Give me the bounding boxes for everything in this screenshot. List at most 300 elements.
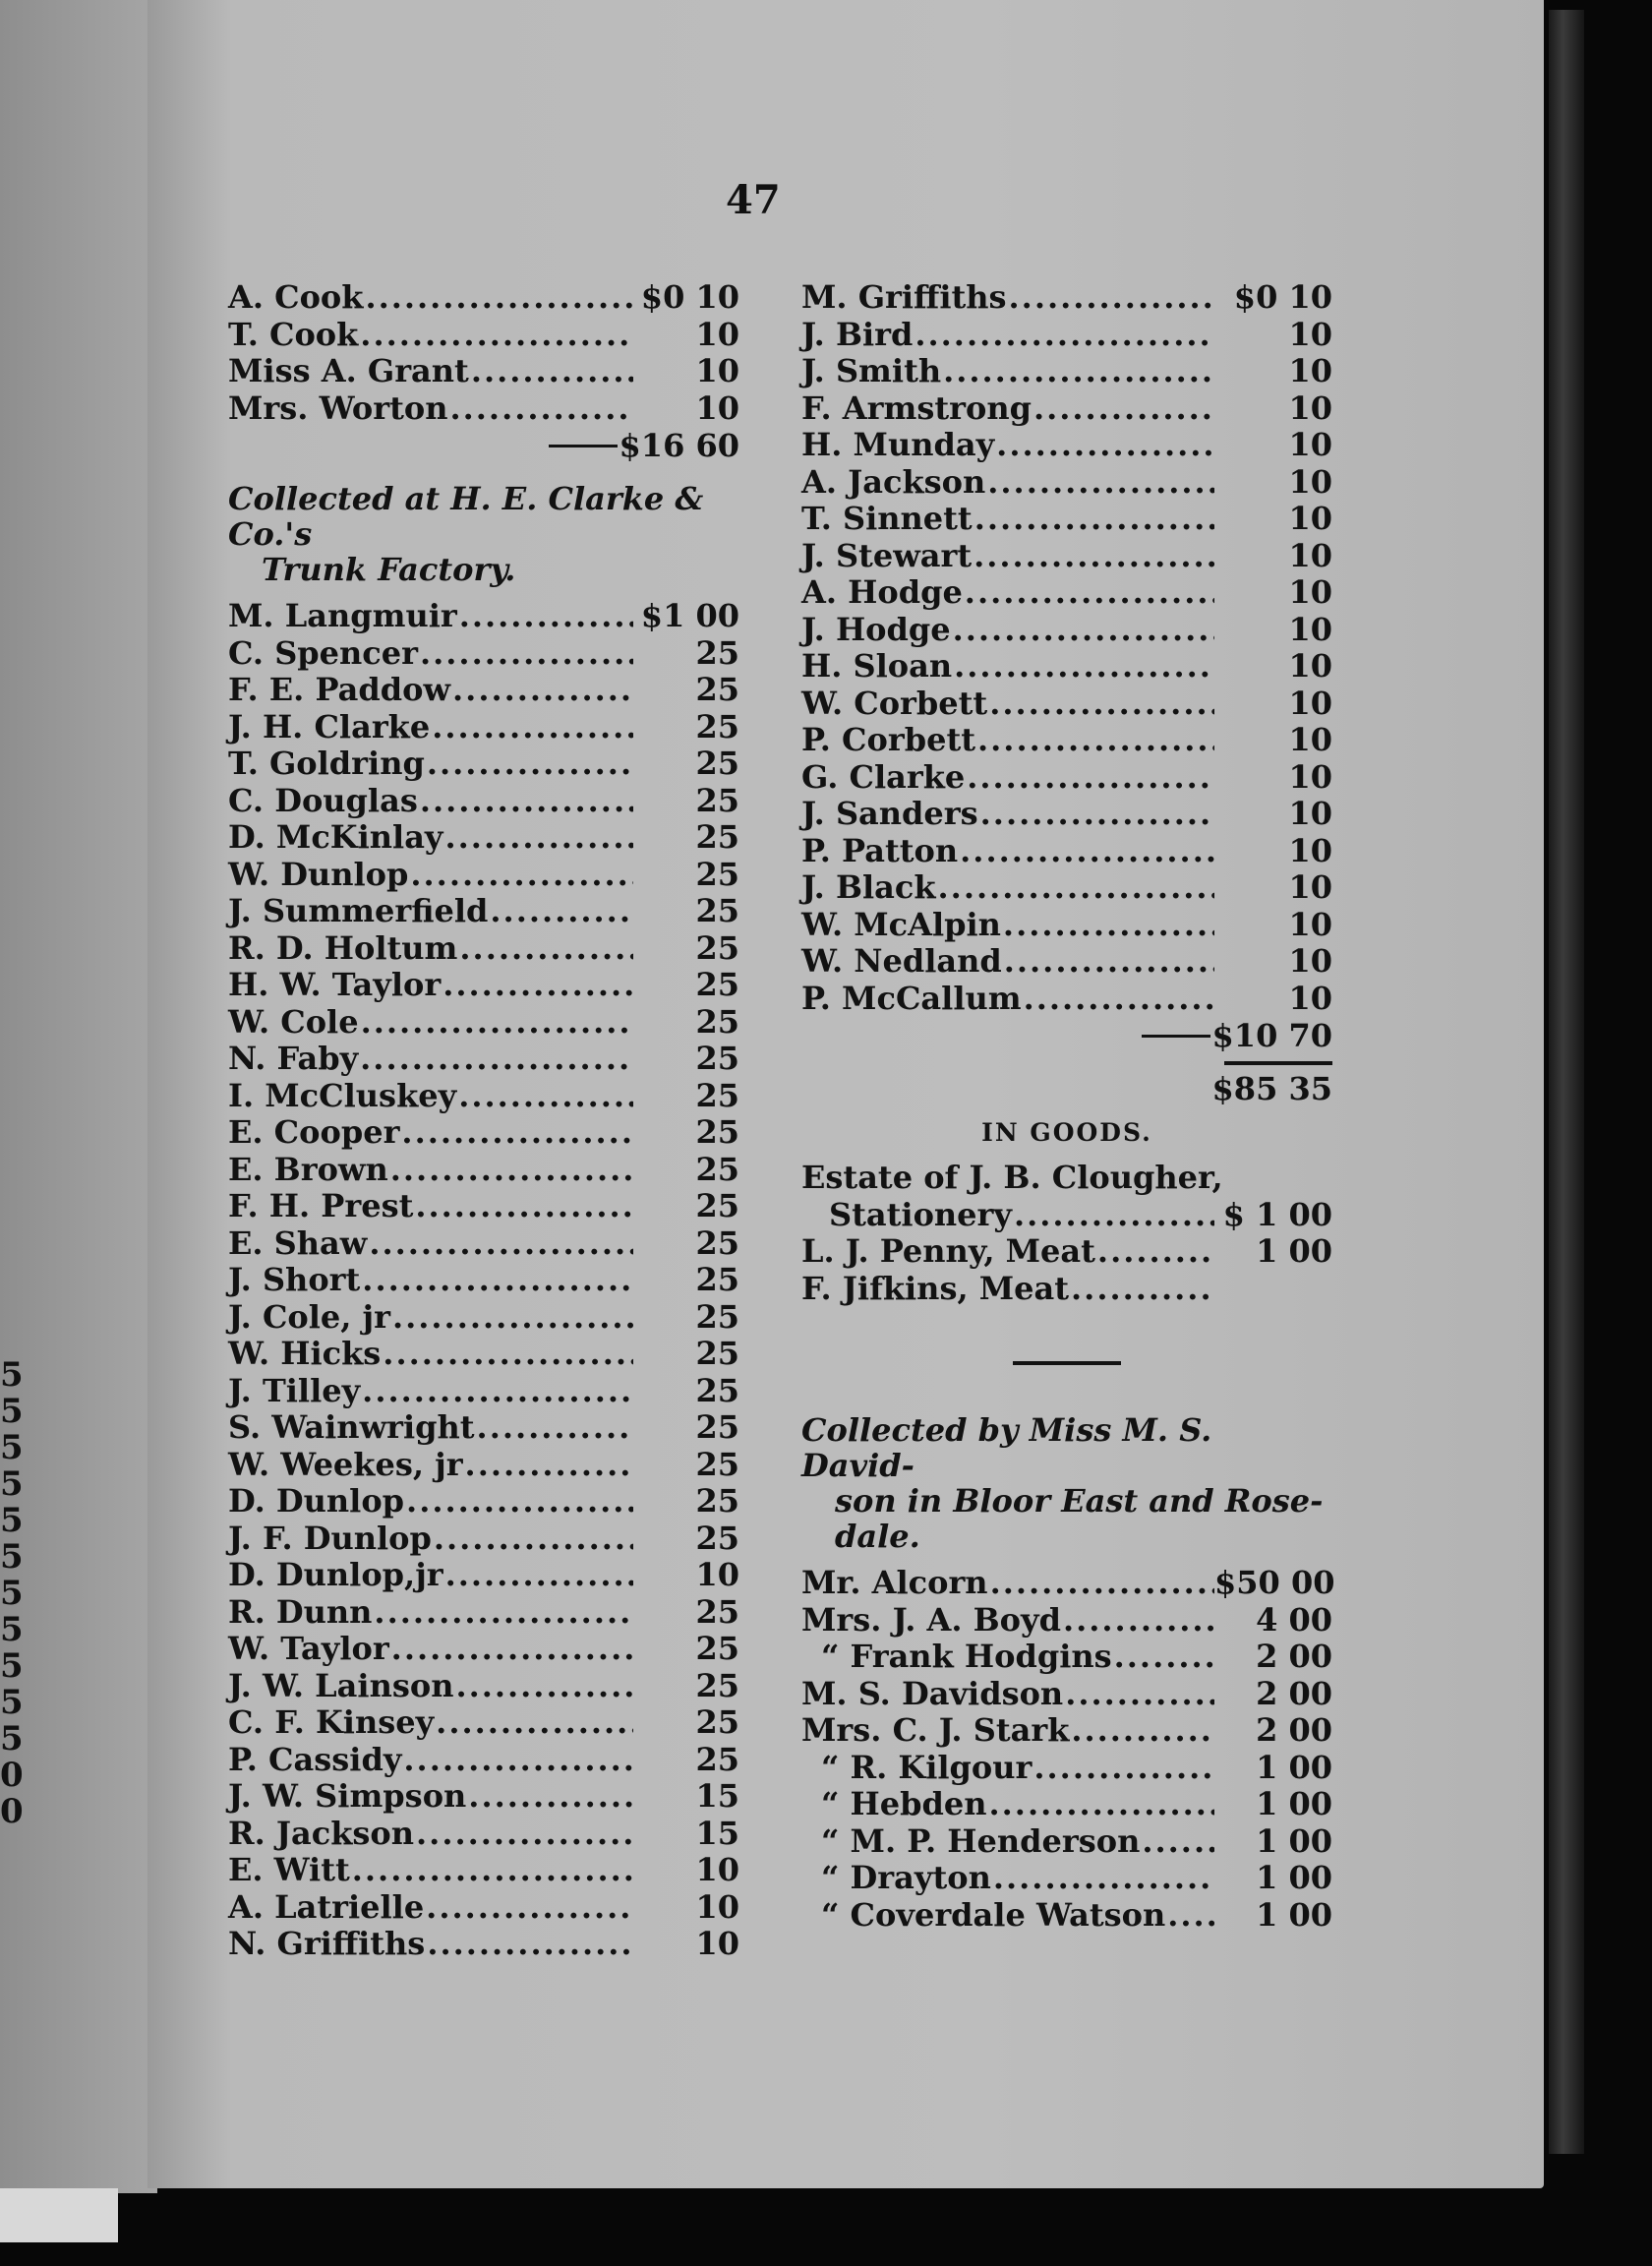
list-item xyxy=(801,1638,1332,1675)
entry-amount: 25 xyxy=(695,1261,739,1298)
entry-name: F. Jifkins, Meat xyxy=(801,1269,1070,1307)
entry-name: S. Wainwright xyxy=(228,1408,475,1446)
list-item xyxy=(228,1667,739,1704)
entry-name: E. Brown xyxy=(228,1150,388,1188)
fragment-digit: 5 xyxy=(0,1428,24,1467)
entry-name: J. W. Simpson xyxy=(228,1777,467,1815)
list-item xyxy=(801,1749,1332,1786)
entry-amount: 10 xyxy=(1288,757,1332,796)
entry-name: T. Goldring xyxy=(228,745,425,782)
entry-amount: 1 00 xyxy=(1256,1748,1332,1786)
dot-leader xyxy=(991,1859,1214,1896)
entry-amount: 25 xyxy=(695,818,739,856)
list-item xyxy=(801,647,1332,685)
dot-leader xyxy=(1002,942,1214,980)
list-item xyxy=(228,1408,739,1446)
entry-name: J. Bird xyxy=(801,315,914,353)
list-item xyxy=(228,1777,739,1815)
entry-name: A. Cook xyxy=(228,278,364,316)
dot-leader xyxy=(367,1224,633,1262)
davidson-entries xyxy=(801,1564,1335,1934)
entry-name: J. H. Clarke xyxy=(228,707,431,745)
list-item xyxy=(801,611,1332,648)
entry-name: D. McKinlay xyxy=(228,818,443,856)
list-item xyxy=(801,389,1332,427)
dot-leader xyxy=(463,1446,633,1483)
list-item xyxy=(801,832,1332,869)
dot-leader xyxy=(1012,1196,1214,1233)
list-item xyxy=(228,1151,739,1188)
list-item xyxy=(801,1159,1332,1196)
entry-amount: 25 xyxy=(695,1297,739,1336)
dot-leader xyxy=(413,1187,633,1224)
fragment-digit: 0 xyxy=(0,1792,24,1831)
entry-amount: 10 xyxy=(1288,536,1332,574)
entry-amount: 2 00 xyxy=(1256,1711,1332,1749)
heading-line-1: Collected by Miss M. S. David- xyxy=(801,1411,1212,1484)
dot-leader xyxy=(359,1003,633,1041)
list-item xyxy=(801,1896,1332,1934)
dot-leader xyxy=(958,832,1214,869)
list-item xyxy=(228,1372,739,1409)
entry-amount: 25 xyxy=(695,1703,739,1741)
entry-amount: 25 xyxy=(695,1371,739,1409)
dot-leader xyxy=(1032,1749,1214,1786)
entry-amount: 10 xyxy=(1288,388,1332,427)
page-corner-fragment xyxy=(0,2188,118,2242)
dot-leader xyxy=(360,1372,633,1409)
heading-line-1: Collected at H. E. Clarke & Co.'s xyxy=(228,480,704,553)
dot-leader xyxy=(1095,1232,1214,1270)
entry-name: W. Cole xyxy=(228,1002,359,1041)
dot-leader xyxy=(1061,1601,1214,1639)
dot-leader xyxy=(1069,1270,1210,1307)
list-item xyxy=(228,1335,739,1372)
list-item xyxy=(801,1196,1332,1233)
right-entries-list xyxy=(801,278,1332,1016)
entry-amount: 25 xyxy=(695,1740,739,1778)
list-item xyxy=(228,856,739,893)
page-number: 47 xyxy=(726,177,781,223)
list-item xyxy=(801,278,1332,316)
entry-name: J. Hodge xyxy=(801,610,951,648)
list-item xyxy=(801,426,1332,463)
dot-leader xyxy=(469,352,633,389)
fragment-digit: 5 xyxy=(0,1355,24,1395)
dot-leader xyxy=(443,1556,633,1593)
dot-leader xyxy=(963,573,1214,611)
dot-leader xyxy=(390,1298,633,1336)
entry-amount: 10 xyxy=(695,1925,739,1962)
dot-leader xyxy=(381,1335,633,1372)
entry-amount: $50 00 xyxy=(1214,1564,1335,1601)
entry-name: W. Hicks xyxy=(228,1335,382,1372)
list-item xyxy=(801,1822,1332,1860)
entry-name: W. McAlpin xyxy=(801,905,1001,943)
dot-leader xyxy=(913,316,1214,353)
dot-leader xyxy=(488,892,633,929)
dot-leader xyxy=(448,389,634,427)
list-item xyxy=(801,980,1332,1017)
facing-page-edge xyxy=(0,0,157,2193)
dot-leader xyxy=(453,1667,633,1704)
dot-leader xyxy=(350,1851,633,1888)
list-item xyxy=(801,1601,1332,1639)
entry-name: M. Langmuir xyxy=(228,597,457,634)
entry-amount: 1 00 xyxy=(1256,1821,1332,1860)
entry-amount: 15 xyxy=(695,1777,739,1815)
entry-name: C. Douglas xyxy=(228,781,418,819)
list-item xyxy=(228,389,739,427)
entry-amount: 10 xyxy=(1288,795,1332,832)
entry-amount: 10 xyxy=(695,352,739,389)
entry-amount: 10 xyxy=(1288,721,1332,758)
entry-name: T. Cook xyxy=(228,315,359,353)
entry-amount: 4 00 xyxy=(1256,1600,1332,1639)
entry-name: D. Dunlop xyxy=(228,1482,405,1520)
dot-leader xyxy=(399,1113,633,1151)
dot-leader xyxy=(965,758,1214,796)
entry-amount: 25 xyxy=(695,1445,739,1483)
entry-name: J. Cole, jr xyxy=(228,1297,390,1336)
davidson-heading xyxy=(801,1412,1332,1554)
list-item xyxy=(228,278,739,316)
dot-leader xyxy=(457,929,633,967)
entry-amount: 1 00 xyxy=(1256,1785,1332,1822)
dot-leader xyxy=(994,426,1214,463)
entry-amount: 10 xyxy=(695,1887,739,1926)
entry-amount: 25 xyxy=(695,1519,739,1557)
dot-leader xyxy=(450,671,633,708)
list-item xyxy=(228,1815,739,1852)
goods-list xyxy=(801,1159,1332,1306)
entry-name: J. Summerfield xyxy=(228,892,489,929)
dot-leader xyxy=(941,352,1214,389)
list-item xyxy=(228,1003,739,1041)
entry-name: Stationery xyxy=(829,1195,1012,1233)
right-column xyxy=(801,278,1335,1934)
dot-leader xyxy=(388,1151,633,1188)
trunk-factory-entries xyxy=(228,597,739,1962)
dot-leader xyxy=(389,1630,633,1667)
entry-amount: 25 xyxy=(695,855,739,893)
entry-name: C. Spencer xyxy=(228,633,418,672)
entry-name: Mrs. C. J. Stark xyxy=(801,1711,1070,1749)
entry-name: P. McCallum xyxy=(801,979,1022,1017)
entry-name: H. Munday xyxy=(801,426,995,463)
fragment-digit: 5 xyxy=(0,1719,24,1759)
entry-name: E. Cooper xyxy=(228,1113,400,1151)
subtotal-rule xyxy=(549,445,618,447)
dot-leader xyxy=(1069,1711,1214,1749)
dot-leader xyxy=(358,316,633,353)
dot-leader xyxy=(424,1888,633,1926)
entry-name: P. Cassidy xyxy=(228,1740,402,1778)
list-item xyxy=(228,1446,739,1483)
total-rule xyxy=(1224,1061,1332,1065)
entry-name: “ Hebden xyxy=(821,1785,987,1822)
entry-name: W. Nedland xyxy=(801,942,1002,980)
list-item xyxy=(801,573,1332,611)
list-item xyxy=(228,1520,739,1557)
dot-leader xyxy=(936,868,1214,906)
entry-amount: 25 xyxy=(695,1150,739,1188)
entry-amount: 25 xyxy=(695,671,739,708)
entry-amount: 25 xyxy=(695,1482,739,1520)
entry-name: G. Clarke xyxy=(801,757,966,796)
entry-name: P. Patton xyxy=(801,831,959,869)
dot-leader xyxy=(988,1564,1214,1601)
entry-name: R. Dunn xyxy=(228,1592,373,1631)
entry-name: H. W. Taylor xyxy=(228,966,442,1003)
list-item xyxy=(228,1261,739,1298)
dot-leader xyxy=(418,634,633,672)
list-item xyxy=(801,1785,1332,1822)
entry-amount: 10 xyxy=(695,315,739,353)
list-item xyxy=(801,352,1332,389)
list-item xyxy=(228,316,739,353)
entry-amount: 25 xyxy=(695,928,739,967)
entry-amount: 10 xyxy=(1288,352,1332,389)
entry-name: “ Drayton xyxy=(821,1859,991,1896)
entry-name: E. Witt xyxy=(228,1851,350,1888)
dot-leader xyxy=(1063,1675,1214,1712)
entry-amount: 10 xyxy=(1288,647,1332,685)
list-item xyxy=(228,1113,739,1151)
dot-leader xyxy=(430,708,633,745)
entry-amount: 10 xyxy=(1288,868,1332,906)
entry-name: W. Weekes, jr xyxy=(228,1445,463,1483)
list-item xyxy=(228,352,739,389)
right-subtotal xyxy=(801,1016,1332,1055)
fragment-digit: 5 xyxy=(0,1537,24,1577)
list-item xyxy=(228,634,739,672)
list-item xyxy=(801,685,1332,722)
entry-name: F. E. Paddow xyxy=(228,671,451,708)
entry-name: D. Dunlop,jr xyxy=(228,1556,443,1593)
entry-amount: $ 1 00 xyxy=(1222,1195,1332,1233)
entry-name: J. Sanders xyxy=(801,795,978,832)
dot-leader xyxy=(985,463,1214,501)
dot-leader xyxy=(418,782,633,819)
entry-amount: 25 xyxy=(695,633,739,672)
heading-line-3: dale. xyxy=(835,1518,920,1555)
list-item xyxy=(228,1888,739,1926)
fragment-digit: 5 xyxy=(0,1464,24,1504)
dot-leader xyxy=(457,597,633,634)
fragment-digit: 0 xyxy=(0,1756,24,1795)
fragment-digit: 5 xyxy=(0,1501,24,1540)
entry-amount: 10 xyxy=(1288,462,1332,501)
dot-leader xyxy=(434,1703,633,1741)
dot-leader xyxy=(987,685,1214,722)
entry-name: W. Corbett xyxy=(801,684,988,722)
entry-amount: 10 xyxy=(1288,684,1332,722)
entry-amount: 25 xyxy=(695,1223,739,1262)
dot-leader xyxy=(372,1593,633,1631)
trunk-factory-heading xyxy=(228,481,739,587)
entry-name: “ Frank Hodgins xyxy=(821,1638,1112,1675)
fragment-digit: 5 xyxy=(0,1646,24,1686)
list-item xyxy=(228,782,739,819)
entry-name: E. Shaw xyxy=(228,1223,368,1262)
entry-amount: 10 xyxy=(1288,942,1332,980)
entry-name: J. F. Dunlop xyxy=(228,1519,432,1557)
list-item xyxy=(228,597,739,634)
entry-amount: 25 xyxy=(695,707,739,745)
entry-amount: 10 xyxy=(1288,905,1332,943)
entry-name: Mrs. J. A. Boyd xyxy=(801,1600,1061,1639)
list-item xyxy=(228,745,739,782)
list-item xyxy=(228,1556,739,1593)
entry-amount: 25 xyxy=(695,745,739,782)
entry-amount: 10 xyxy=(695,1851,739,1888)
subtotal-amount: $10 70 xyxy=(1211,1017,1332,1054)
section-divider xyxy=(1013,1361,1121,1365)
list-item xyxy=(228,1851,739,1888)
entry-amount: 25 xyxy=(695,1040,739,1077)
list-item xyxy=(228,966,739,1003)
entry-name: J. W. Lainson xyxy=(228,1666,454,1704)
dot-leader xyxy=(363,278,633,316)
entry-name: P. Corbett xyxy=(801,721,976,758)
fragment-digit: 5 xyxy=(0,1574,24,1613)
entry-name: J. Tilley xyxy=(228,1371,361,1409)
entry-name: N. Griffiths xyxy=(228,1925,426,1962)
entry-name: I. McCluskey xyxy=(228,1076,457,1114)
list-item xyxy=(801,868,1332,906)
entry-amount: 10 xyxy=(1288,426,1332,463)
dot-leader xyxy=(1007,278,1214,316)
list-item xyxy=(228,1703,739,1741)
grand-total: $85 35 xyxy=(1211,1070,1332,1107)
entry-amount: 25 xyxy=(695,966,739,1003)
entry-amount: 25 xyxy=(695,781,739,819)
entry-amount: 1 00 xyxy=(1256,1232,1332,1270)
entry-name: W. Taylor xyxy=(228,1630,389,1667)
dot-leader xyxy=(441,966,633,1003)
fragment-digit: 5 xyxy=(0,1683,24,1722)
dot-leader xyxy=(466,1777,633,1815)
entry-amount: 25 xyxy=(695,1666,739,1704)
entry-name: M. S. Davidson xyxy=(801,1674,1064,1712)
entry-name: A. Hodge xyxy=(801,573,963,611)
entry-name: T. Sinnett xyxy=(801,500,973,537)
entry-amount: 10 xyxy=(1288,315,1332,353)
list-item xyxy=(801,721,1332,758)
list-item xyxy=(228,818,739,856)
fragment-digit: 5 xyxy=(0,1392,24,1431)
list-item xyxy=(228,1925,739,1962)
entry-amount: 10 xyxy=(1288,500,1332,537)
entry-amount: 25 xyxy=(695,1187,739,1224)
list-item xyxy=(228,1298,739,1336)
dot-leader xyxy=(1140,1822,1214,1860)
entry-name: Miss A. Grant xyxy=(228,352,469,389)
entry-amount: 10 xyxy=(1288,610,1332,648)
dot-leader xyxy=(404,1482,633,1520)
entry-amount: 1 00 xyxy=(1256,1895,1332,1934)
entry-amount: 25 xyxy=(695,1002,739,1041)
list-item xyxy=(801,795,1332,832)
list-item xyxy=(801,1859,1332,1896)
list-item xyxy=(801,1564,1335,1601)
list-item xyxy=(228,929,739,967)
list-item xyxy=(801,463,1332,501)
entry-name: “ R. Kilgour xyxy=(821,1748,1032,1786)
entry-name: F. H. Prest xyxy=(228,1187,414,1224)
entry-name: J. Black xyxy=(801,868,936,906)
entry-amount: 10 xyxy=(1288,979,1332,1017)
dot-leader xyxy=(1112,1638,1214,1675)
entry-amount: 25 xyxy=(695,1076,739,1114)
list-item xyxy=(228,1077,739,1114)
entry-amount: 10 xyxy=(695,1556,739,1593)
entry-amount: 25 xyxy=(695,1592,739,1631)
entry-amount: $0 10 xyxy=(640,278,739,316)
list-item xyxy=(228,708,739,745)
fragment-digit: 5 xyxy=(0,1610,24,1649)
list-item xyxy=(801,1270,1332,1307)
entry-name: R. Jackson xyxy=(228,1814,415,1852)
entry-amount: 25 xyxy=(695,1335,739,1372)
list-item xyxy=(228,671,739,708)
entry-name: Mr. Alcorn xyxy=(801,1564,988,1601)
entry-name: J. Short xyxy=(228,1261,361,1298)
entry-name: R. D. Holtum xyxy=(228,928,458,967)
heading-line-2: Trunk Factory. xyxy=(262,551,516,588)
dot-leader xyxy=(432,1520,633,1557)
list-item xyxy=(228,1741,739,1778)
dot-leader xyxy=(456,1077,633,1114)
dot-leader xyxy=(1001,906,1214,943)
dot-leader xyxy=(1022,980,1214,1017)
list-item xyxy=(801,1232,1332,1270)
list-item xyxy=(228,1482,739,1520)
entry-name: N. Faby xyxy=(228,1040,359,1077)
entry-name: M. Griffiths xyxy=(801,278,1007,316)
entry-name: J. Stewart xyxy=(801,536,973,574)
subtotal-rule xyxy=(1142,1035,1210,1038)
subtotal-amount: $16 60 xyxy=(619,427,739,464)
entry-name: Estate of J. B. Clougher, xyxy=(801,1159,1223,1196)
dot-leader xyxy=(973,500,1214,537)
entry-amount: 1 00 xyxy=(1256,1859,1332,1896)
entry-name: W. Dunlop xyxy=(228,855,409,893)
entry-name: C. F. Kinsey xyxy=(228,1703,435,1741)
entry-name: A. Latrielle xyxy=(228,1887,425,1926)
dot-leader xyxy=(408,856,633,893)
entry-amount: 10 xyxy=(1288,831,1332,869)
list-item xyxy=(228,1187,739,1224)
dot-leader xyxy=(975,721,1214,758)
dot-leader xyxy=(425,1925,633,1962)
entry-amount: 25 xyxy=(695,892,739,929)
entry-name: H. Sloan xyxy=(801,647,953,685)
dot-leader xyxy=(972,537,1214,574)
dot-leader xyxy=(401,1741,633,1778)
entry-name: J. Smith xyxy=(801,352,942,389)
entry-amount: 25 xyxy=(695,1113,739,1151)
list-item xyxy=(228,892,739,929)
list-item xyxy=(228,1224,739,1262)
top-entries-list xyxy=(228,278,739,426)
list-item xyxy=(228,1593,739,1631)
heading-line-2: son in Bloor East and Rose- xyxy=(835,1482,1324,1520)
dot-leader xyxy=(358,1040,633,1077)
list-item xyxy=(228,1040,739,1077)
dot-leader xyxy=(443,818,633,856)
